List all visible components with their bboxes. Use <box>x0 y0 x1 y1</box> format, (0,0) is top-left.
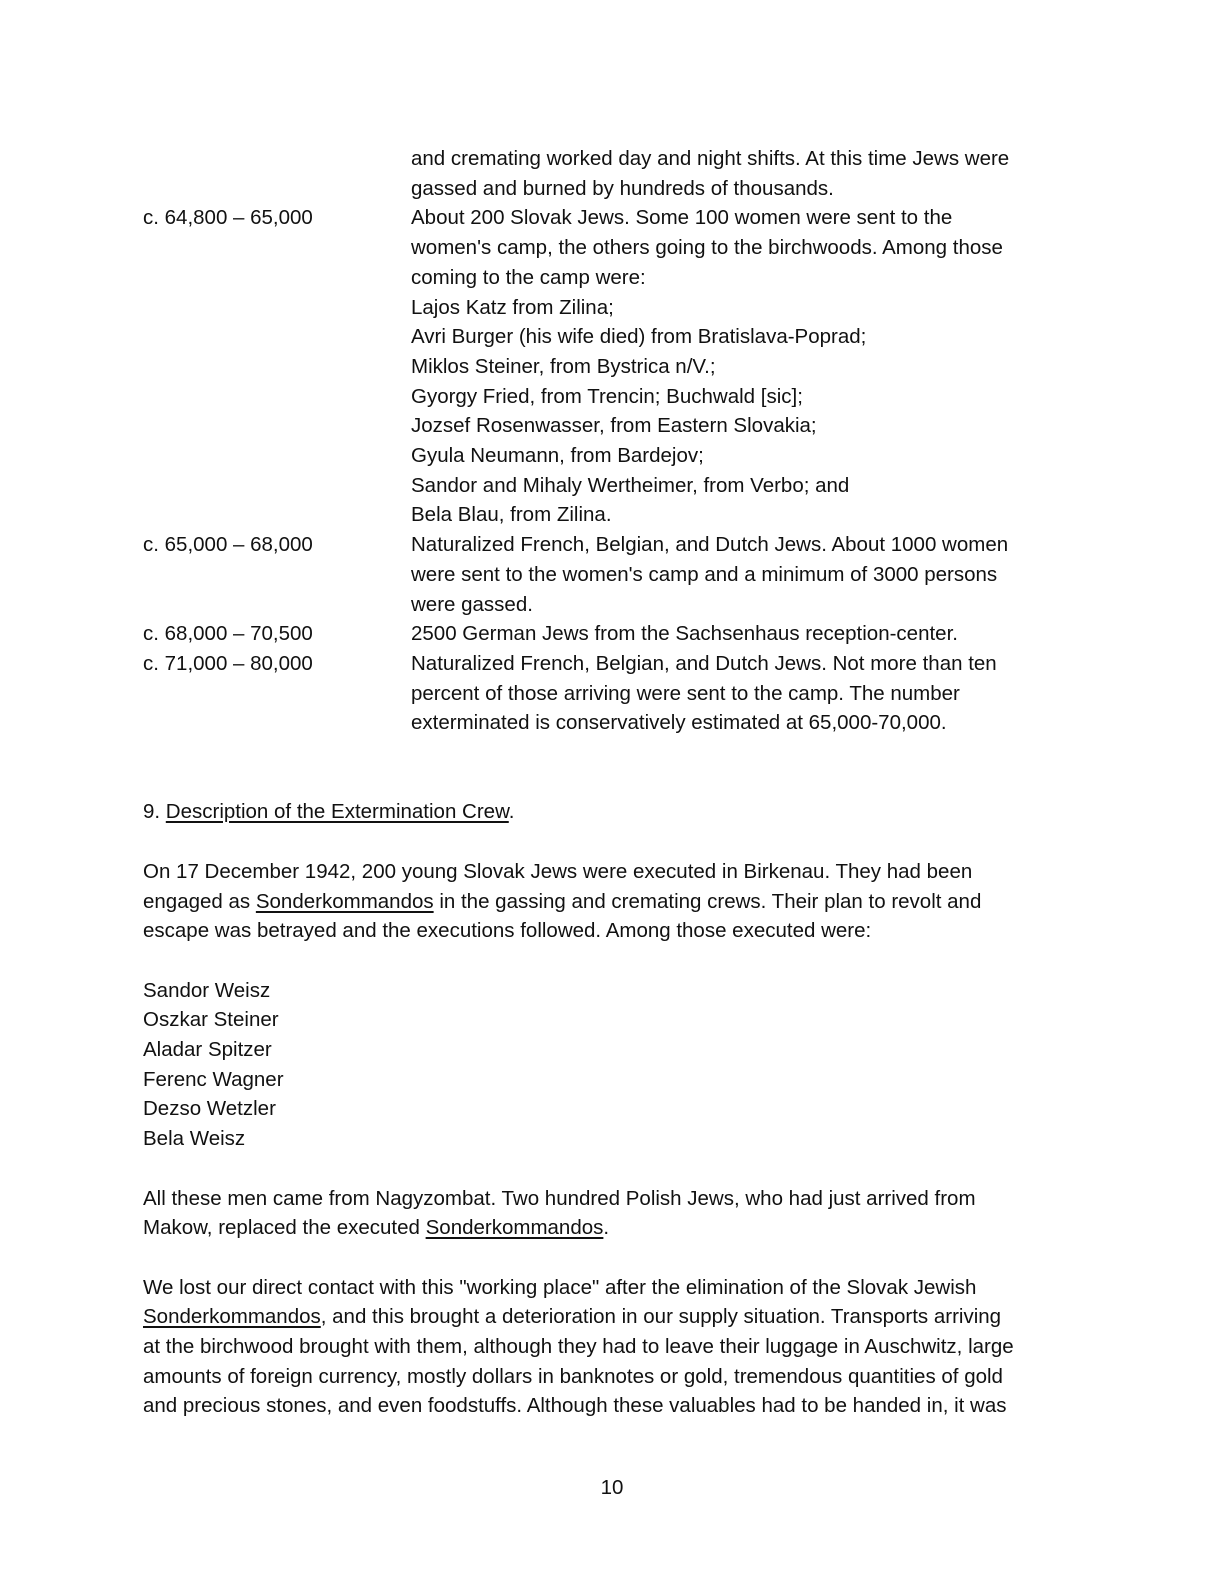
table-row <box>143 619 1083 649</box>
page-number: 10 <box>600 1476 624 1499</box>
list-item: Ferenc Wagner <box>143 1067 284 1091</box>
number-range: c. 71,000 – 80,000 <box>143 651 313 675</box>
document-page <box>143 144 1083 1421</box>
paragraph: On 17 December 1942, 200 young Slovak Jews were executed in Birkenau. They had been engaged as Sonderkommandos in the gassing and cremating crews. Their plan to revolt and escape was betrayed and the executions followed. Among those executed were: <box>143 859 982 943</box>
row-description: Naturalized French, Belgian, and Dutch Jews. About 1000 women were sent to the women's camp and a minimum of 3000 persons were gassed. <box>411 533 1009 616</box>
table-row <box>143 203 1083 530</box>
list-item: Bela Weisz <box>143 1127 246 1151</box>
row-description: 2500 German Jews from the Sachsenhaus reception-center. <box>411 622 958 646</box>
list-item: Oszkar Steiner <box>143 1008 279 1032</box>
number-range: c. 64,800 – 65,000 <box>143 206 313 230</box>
list-item: Sandor Weisz <box>143 978 271 1002</box>
row-description: Naturalized French, Belgian, and Dutch Jews. Not more than ten percent of those arriving were sent to the camp. The number exterminated is conservatively estimated at 65,000-70,000. <box>411 651 997 735</box>
table-row-continuation <box>143 144 1083 203</box>
number-range: c. 65,000 – 68,000 <box>143 533 313 557</box>
term-sonderkommandos: Sonderkommandos <box>425 1216 604 1240</box>
list-item: Aladar Spitzer <box>143 1038 272 1062</box>
table-row <box>143 530 1083 619</box>
executed-list <box>143 976 1083 1154</box>
term-sonderkommandos: Sonderkommandos <box>143 1305 321 1329</box>
table-row <box>143 649 1083 738</box>
number-range: c. 68,000 – 70,500 <box>143 622 313 646</box>
term-sonderkommandos: Sonderkommandos <box>255 889 434 913</box>
section-heading: 9. Description of the Extermination Crew. <box>143 800 515 824</box>
section-title: Description of the Extermination Crew <box>165 800 509 824</box>
paragraph: We lost our direct contact with this "working place" after the elimination of the Slovak Jewish Sonderkommandos, and this brought a deterioration in our supply situation. Transports arriving at the birchwood brought with them, although they had to leave their luggage in Auschwitz, large amounts of foreign currency, mostly dollars in banknotes or gold, tremendous quantities of gold and precious stones, and even foodstuffs. Although these valuables had to be handed in, it was <box>143 1275 1014 1418</box>
paragraph: All these men came from Nagyzombat. Two hundred Polish Jews, who had just arrived from Makow, replaced the executed Sonderkommandos. <box>143 1186 976 1240</box>
row-description: About 200 Slovak Jews. Some 100 women were sent to the women's camp, the others going to the birchwoods. Among those coming to the camp were: Lajos Katz from Zilina; Avri Burger (his wife died) from Bratislava-Poprad; Miklos Steiner, from Bystrica n/V.; Gyorgy Fried, from Trencin; Buchwald [sic]; Jozsef Rosenwasser, from Eastern Slovakia; Gyula Neumann, from Bardejov; Sandor and Mihaly Wertheimer, from Verbo; and Bela Blau, from Zilina. <box>411 206 1003 527</box>
text-line: and cremating worked day and night shifts. At this time Jews were <box>411 147 1010 170</box>
list-item: Dezso Wetzler <box>143 1097 276 1121</box>
text-line: gassed and burned by hundreds of thousands. <box>411 176 834 200</box>
